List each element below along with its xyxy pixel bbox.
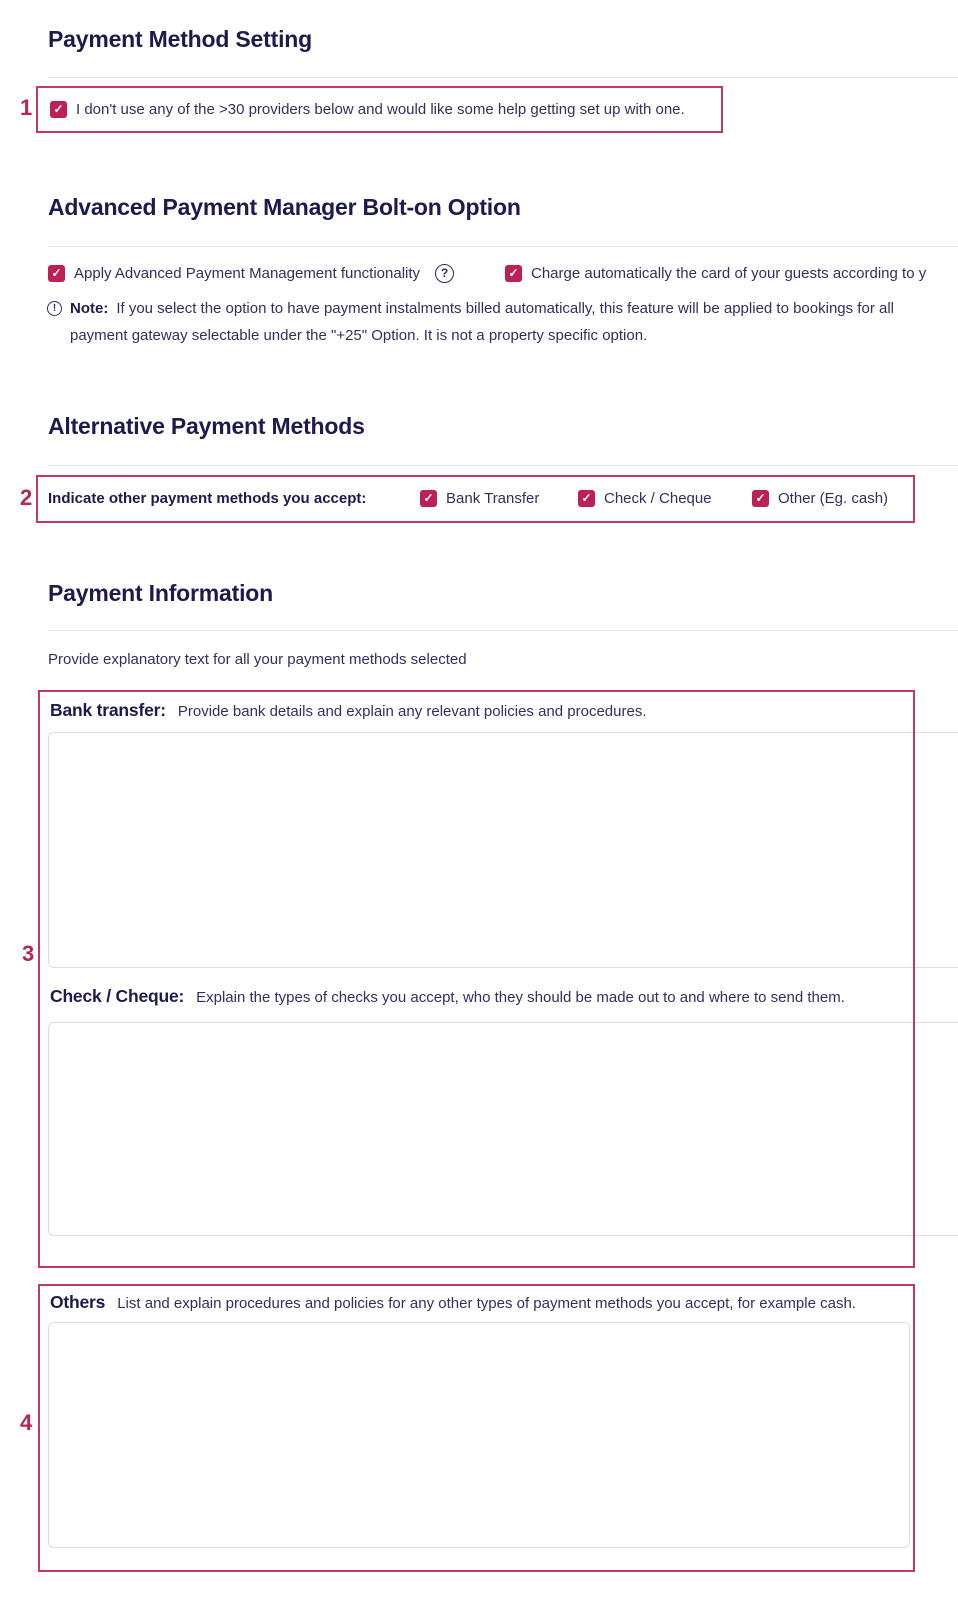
note-text-line2: payment gateway selectable under the "+25" Option. It is not a property specific option. (70, 327, 648, 344)
bank-transfer-textarea[interactable] (48, 732, 958, 968)
optout-checkbox[interactable] (50, 101, 67, 118)
payment-information-title: Payment Information (48, 580, 273, 606)
payment-information-subtitle: Provide explanatory text for all your payment methods selected (48, 651, 467, 668)
section-divider (48, 465, 958, 466)
section-divider (48, 246, 958, 247)
alt-methods-prompt: Indicate other payment methods you accept: (48, 490, 367, 507)
apply-apm-label: Apply Advanced Payment Management functionality (74, 265, 421, 282)
check-cheque-textarea[interactable] (48, 1022, 958, 1236)
section-divider (48, 630, 958, 631)
bank-transfer-field-hint: Provide bank details and explain any relevant policies and procedures. (177, 703, 647, 720)
charge-auto-checkbox[interactable] (505, 265, 522, 282)
help-glyph: ? (440, 266, 449, 280)
bank-transfer-option-label: Bank Transfer (446, 490, 540, 507)
note-text-line1: If you select the option to have payment instalments billed automatically, this feature will be applied to bookings for all (116, 300, 894, 317)
check-cheque-checkbox[interactable] (578, 490, 595, 507)
checkmark-icon: ✓ (423, 491, 434, 505)
help-icon[interactable] (435, 264, 454, 283)
check-cheque-field-hint: Explain the types of checks you accept, who they should be made out to and where to send them. (196, 989, 845, 1006)
bank-transfer-checkbox[interactable] (420, 490, 437, 507)
alternative-methods-title: Alternative Payment Methods (48, 413, 365, 439)
section-divider (48, 77, 958, 78)
note-label: Note: (70, 300, 109, 317)
apply-apm-checkbox[interactable] (48, 265, 65, 282)
check-cheque-field-label: Check / Cheque: (50, 986, 185, 1006)
checkmark-icon: ✓ (581, 491, 592, 505)
bank-transfer-field-label: Bank transfer: (50, 700, 166, 720)
optout-checkbox-label: I don't use any of the >30 providers below and would like some help getting set up with one. (76, 101, 685, 118)
others-textarea[interactable] (48, 1322, 910, 1548)
checkmark-icon: ✓ (508, 266, 519, 280)
others-field-hint: List and explain procedures and policies for any other types of payment methods you accept, for example cash. (117, 1295, 856, 1312)
other-cash-checkbox[interactable] (752, 490, 769, 507)
annotation-number-1: 1 (20, 95, 33, 120)
others-field-label: Others (50, 1292, 106, 1312)
advanced-payment-title: Advanced Payment Manager Bolt-on Option (48, 194, 521, 220)
payment-method-setting-title: Payment Method Setting (48, 26, 312, 52)
annotation-number-4: 4 (20, 1410, 33, 1435)
checkmark-icon: ✓ (51, 266, 62, 280)
checkmark-icon: ✓ (53, 102, 64, 116)
checkmark-icon: ✓ (755, 491, 766, 505)
info-icon (47, 301, 62, 316)
annotation-number-3: 3 (22, 941, 35, 966)
other-cash-option-label: Other (Eg. cash) (778, 490, 889, 507)
charge-auto-label: Charge automatically the card of your guests according to y (531, 265, 927, 282)
check-cheque-option-label: Check / Cheque (604, 490, 712, 507)
info-glyph: ! (52, 303, 57, 314)
annotation-number-2: 2 (20, 485, 33, 510)
